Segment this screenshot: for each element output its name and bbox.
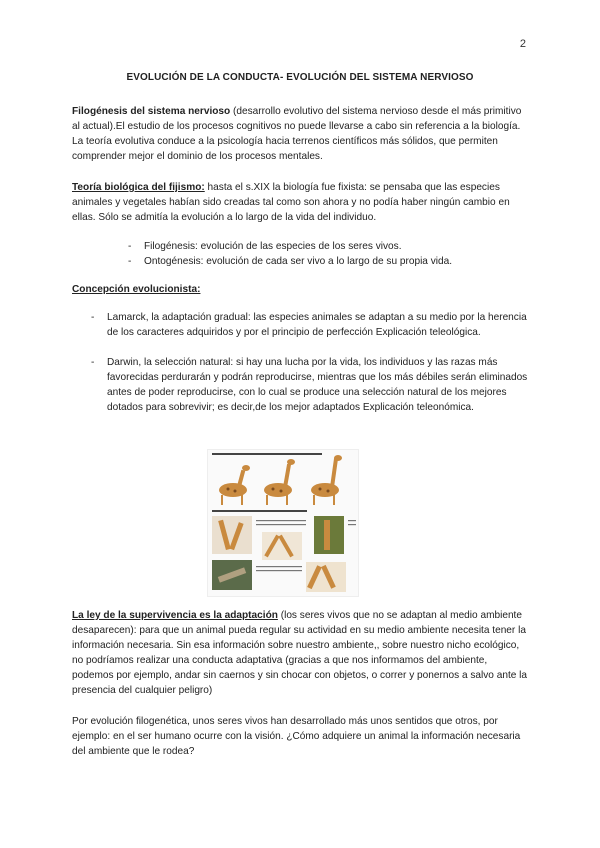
supervivencia-heading: La ley de la supervivencia es la adaptación [72,610,278,621]
giraffe-illustration [208,450,358,596]
filogenesis-text: (desarrollo evolutivo del sistema nervioso desde el más primitivo al actual).El estudio de los procesos cognitivos no puede llevarse a cabo sin referencia a la biología. La teoría evolutiva conduce a la psicología hacia terrenos científicos más sólidos, que permiten comprender mejor el dominio de los procesos mentales. [72,106,522,162]
filogenesis-paragraph [72,104,530,164]
supervivencia-text: (los seres vivos que no se adaptan al medio ambiente desaparecen): para que un animal pueda regular su actividad en su medio ambiente necesita tener la información necesaria. Sin esa información sobre nuestro ambiente,, sobre nuestro nicho ecológico, no podríamos realizar una conducta adaptativa (gracias a que nos informamos del ambiente, podemos por ejemplo, andar sin caernos y sin chocar con objetos, o correr y ponernos a salvo ante la presencia del cualquier peligro) [72,610,528,696]
filogenesis-heading: Filogénesis del sistema nervioso [72,106,231,117]
caption-line [212,510,307,512]
final-paragraph: Por evolución filogenética, unos seres vivos han desarrollado más unos sentidos que otros, por ejemplo: en el ser humano ocurre con la visión. ¿Cómo adquiere un animal la información necesaria del ambiente que le rodea? [72,716,521,757]
list-item: - Ontogénesis: evolución de cada ser vivo a lo largo de su propia vida. [144,254,544,269]
page-title: EVOLUCIÓN DE LA CONDUCTA- EVOLUCIÓN DEL SISTEMA NERVIOSO [126,72,474,83]
fijismo-paragraph [72,180,530,225]
caption-line [212,453,322,455]
evolucionista-list [107,310,532,415]
fijismo-heading: Teoría biológica del fijismo: [72,182,205,193]
fijismo-list [144,239,544,269]
evolucionista-heading-block [72,282,530,297]
list-item: - Filogénesis: evolución de las especies de los seres vivos. [144,239,544,254]
evolucionista-heading: Concepción evolucionista: [72,284,201,295]
list-item: - Lamarck, la adaptación gradual: las especies animales se adaptan a su medio por la herencia de los caracteres adquiridos y por el principio de perfección Explicación teleológica. [107,310,532,340]
giraffe-evolution-figure [207,449,359,597]
supervivencia-paragraph [72,608,530,698]
fijismo-text: hasta el s.XIX la biología fue fixista: se pensaba que las especies animales y vegetales habían sido creadas tal como son ahora y no podía haber ningún cambio en ellas. Sólo se admitía la evolución a lo largo de la vida del individuo. [72,182,510,223]
list-item: - Darwin, la selección natural: si hay una lucha por la vida, los individuos y las razas más favorecidas perdurarán y podrán reproducirse, mientras que los más débiles serán eliminados antes de poder reproducirse, con lo cual se produce una selección natural de los mejores dotados para sobrevivir; es decir,de los mejor adaptados Explicación teleonómica. [107,355,532,415]
page-number: 2 [519,38,526,50]
